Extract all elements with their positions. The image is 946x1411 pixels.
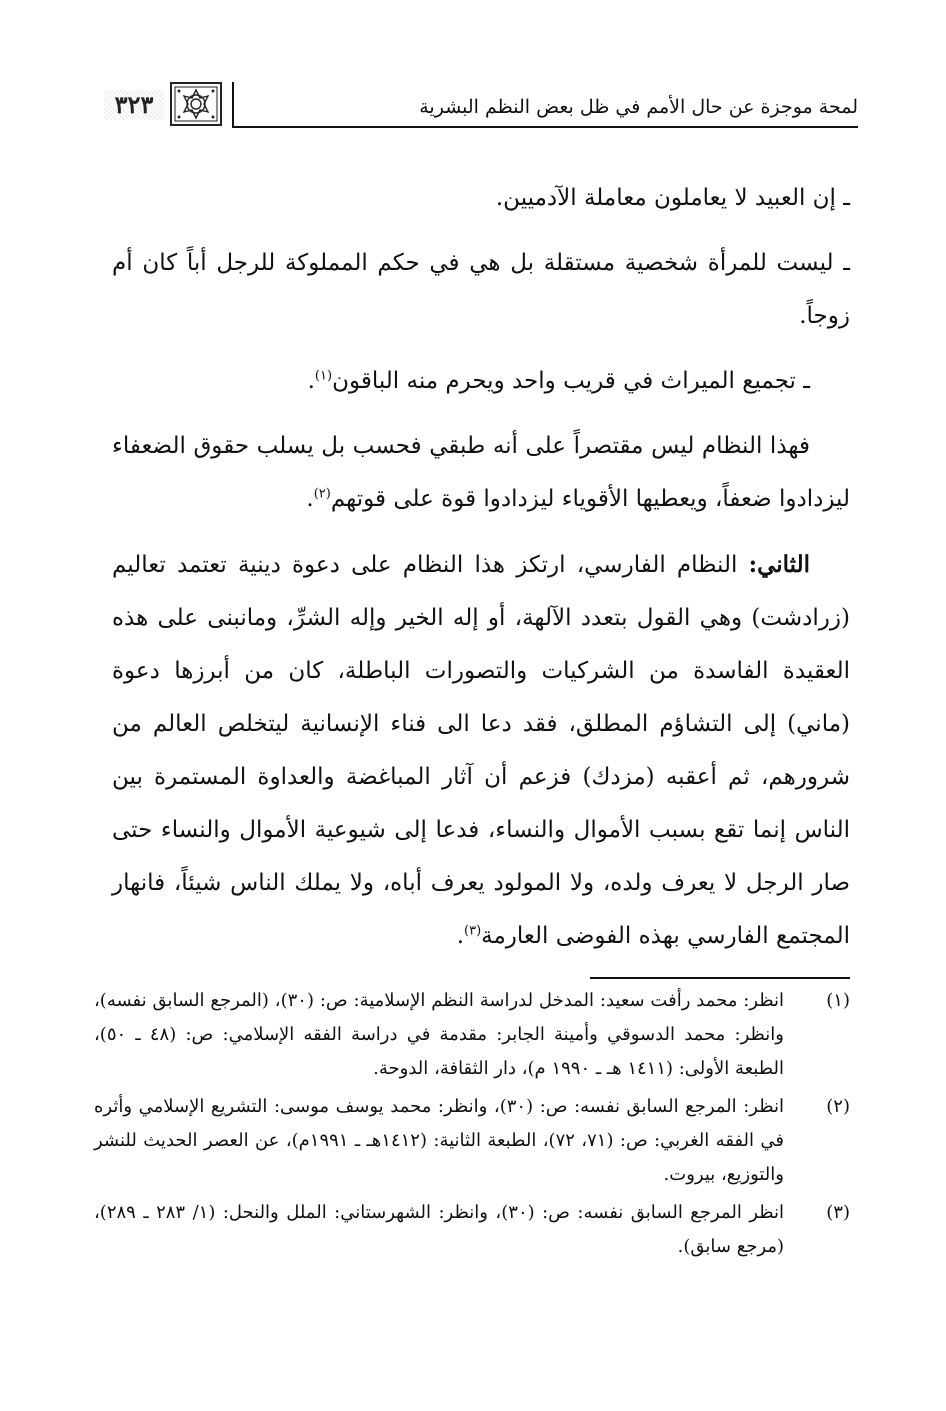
footnote-text: انظر: محمد رأفت سعيد: المدخل لدراسة النظم الإسلامية: ص: (٣٠)، (المرجع السابق نفسه)، وانظر: محمد الدسوقي وأمينة الجابر: مقدمة في دراسة الفقه الإسلامي: ص: (٤٨ ـ ٥٠)، الطبعة الأولى: (١٤١١ هـ ـ ١٩٩٠ م)، دار الثقافة، الدوحة.	[94, 990, 785, 1079]
footnote-separator	[590, 977, 850, 979]
footnote-item	[94, 1196, 850, 1264]
footnote-number: (٣)	[826, 1202, 850, 1223]
header-rule	[232, 126, 858, 128]
bullet-inheritance-text: ـ تجميع الميراث في قريب واحد ويحرم منه الباقون	[332, 368, 810, 394]
paragraph-persian-text: النظام الفارسي، ارتكز هذا النظام على دعوة دينية تعتمد تعاليم (زرادشت) وهي القول بتعدد الآلهة، أو إله الخير وإله الشرِّ، ومانبنى على هذه العقيدة الفاسدة من الشركيات والتصورات الباطلة، كان من أبرزها دعوة (ماني) إلى التشاؤم المطلق، فقد دعا الى فناء الإنسانية ليتخلص العالم من شرورهم، ثم أعقبه (مزدك) فزعم أن آثار المباغضة والعداوة المستمرة بين الناس إنما تقع بسبب الأموال والنساء، فدعا إلى شيوعية الأموال والنساء حتى صار الرجل لا يعرف ولده، ولا المولود يعرف أباه، ولا يملك الناس شيئاً، فانهار المجتمع الفارسي بهذه الفوضى العارمة	[112, 552, 850, 949]
footnote-item	[94, 984, 850, 1086]
ornament-icon	[170, 82, 222, 126]
footnote-number: (١)	[826, 990, 850, 1011]
bullet-women-text: ـ ليست للمرأة شخصية مستقلة بل هي في حكم المملوكة للرجل أباً كان أم زوجاً.	[112, 250, 850, 329]
bullet-inheritance	[112, 355, 850, 408]
footnote-text: انظر: المرجع السابق نفسه: ص: (٣٠)، وانظر: محمد يوسف موسى: التشريع الإسلامي وأثره في الفقه الغربي: ص: (٧١، ٧٢)، الطبعة الثانية: (١٤١٢هـ ـ ١٩٩١م)، عن العصر الحديث للنشر والتوزيع، بيروت.	[94, 1096, 785, 1185]
bullet-slaves-text: ـ إن العبيد لا يعاملون معاملة الآدميين.	[495, 185, 850, 211]
footnote-item	[94, 1090, 850, 1192]
footnote-ref-1: (١)	[314, 368, 333, 384]
footnotes	[94, 984, 850, 1268]
footnote-ref-3: (٣)	[464, 923, 482, 939]
paragraph-class-system-end: .	[306, 486, 314, 512]
paragraph-persian-end: .	[456, 923, 464, 949]
header-divider	[232, 82, 234, 126]
page-number: ٣٢٣	[104, 90, 164, 120]
bullet-slaves	[112, 172, 850, 225]
running-header	[104, 78, 858, 134]
footnote-number: (٢)	[826, 1096, 850, 1117]
bullet-inheritance-end: .	[307, 368, 315, 394]
footnote-text: انظر المرجع السابق نفسه: ص: (٣٠)، وانظر: الشهرستاني: الملل والنحل: (١/ ٢٨٣ ـ ٢٨٩)، (مرجع سابق).	[94, 1202, 785, 1257]
paragraph-class-system-text: فهذا النظام ليس مقتصراً على أنه طبقي فحسب بل يسلب حقوق الضعفاء ليزدادوا ضعفاً، ويعطيها الأقوياء ليزدادوا قوة على قوتهم	[112, 433, 850, 512]
paragraph-persian-system	[112, 538, 850, 963]
paragraph-persian-lead: الثاني:	[748, 551, 810, 578]
running-header-title: لمحة موجزة عن حال الأمم في ظل بعض النظم البشرية	[419, 96, 858, 118]
paragraph-class-system	[112, 420, 850, 526]
bullet-women	[112, 237, 850, 343]
main-text	[112, 172, 850, 963]
footnote-ref-2: (٢)	[313, 486, 331, 502]
